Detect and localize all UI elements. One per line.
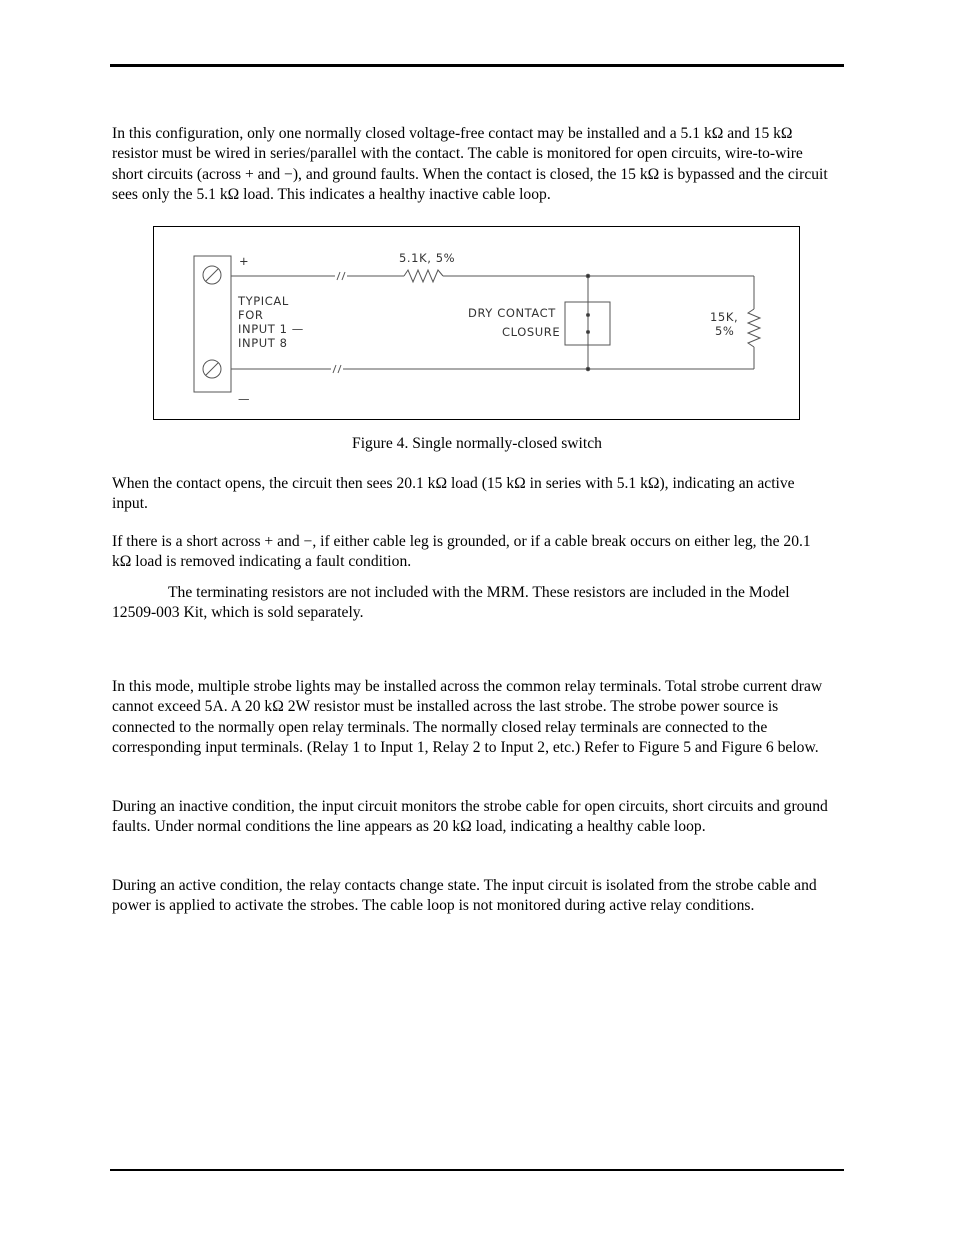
resistor-15k-icon	[748, 309, 760, 347]
bottom-wire	[231, 365, 754, 373]
paragraph-active-condition: During an active condition, the relay contacts change state. The input circuit is isolated from the strobe cable and power is applied to activate the strobes. The cable loop is not monitored during active relay conditions.	[112, 877, 817, 915]
paragraph-contact-opens: When the contact opens, the circuit then sees 20.1 kΩ load (15 kΩ in series with 5.1 kΩ), indicating an active input.	[112, 475, 795, 513]
footer-rule	[110, 1169, 844, 1171]
paragraph-strobe-mode: In this mode, multiple strobe lights may be installed across the common relay terminals. Total strobe current draw cannot exceed 5A. A 20 kΩ 2W resistor must be installed across the last strobe. The strobe power source is connected to the normally open relay terminals. The normally closed relay terminals are connected to the corresponding input terminals. (Relay 1 to Input 1, Relay 2 to Input 2, etc.) Refer to Figure 5 and Figure 6 below.	[112, 678, 823, 756]
paragraph-resistors-note: The terminating resistors are not included with the MRM. These resistors are included in the Model 12509-003 Kit, which is sold separately.	[112, 584, 790, 622]
typical-label-line2: FOR	[238, 308, 264, 322]
paragraph-inactive-condition: During an inactive condition, the input circuit monitors the strobe cable for open circuits, short circuits and ground faults. Under normal conditions the line appears as 20 kΩ load, indicating a healthy cable loop.	[112, 798, 828, 836]
minus-label: —	[238, 392, 251, 406]
resistor-5k1-label: 5.1K, 5%	[399, 251, 456, 265]
dry-contact-label-line1: DRY CONTACT	[468, 306, 556, 320]
dry-contact-switch-icon	[565, 274, 610, 371]
figure-4-schematic	[153, 226, 800, 420]
dry-contact-label-line2: CLOSURE	[502, 325, 561, 339]
plus-label: +	[239, 254, 250, 268]
resistor-15k-label-line1: 15K,	[710, 310, 739, 324]
figure-caption: Figure 4. Single normally-closed switch	[352, 435, 602, 452]
resistor-5k1-icon	[404, 270, 443, 282]
terminal-block	[194, 256, 231, 392]
typical-label-line1: TYPICAL	[238, 294, 289, 308]
terminal-screw-plus-icon	[203, 266, 221, 284]
paragraph-fault-condition: If there is a short across + and −, if either cable leg is grounded, or if a cable break occurs on either leg, the 20.1 kΩ load is removed indicating a fault condition.	[112, 533, 811, 571]
typical-label-line4: INPUT 8	[238, 336, 288, 350]
resistor-15k-label-line2: 5%	[715, 324, 735, 338]
paragraph-config-intro: In this configuration, only one normally closed voltage-free contact may be installed and a 5.1 kΩ and 15 kΩ resistor must be wired in series/parallel with the contact. The cable is monitored for open circuits, wire-to-wire short circuits (across + and −), and ground faults. When the contact is closed, the 15 kΩ is bypassed and the circuit sees only the 5.1 kΩ load. This indicates a healthy inactive cable loop.	[112, 125, 828, 203]
schematic-drawing	[154, 227, 801, 421]
header-rule	[110, 64, 844, 67]
terminal-screw-minus-icon	[203, 360, 221, 378]
typical-label-line3: INPUT 1 —	[238, 322, 304, 336]
